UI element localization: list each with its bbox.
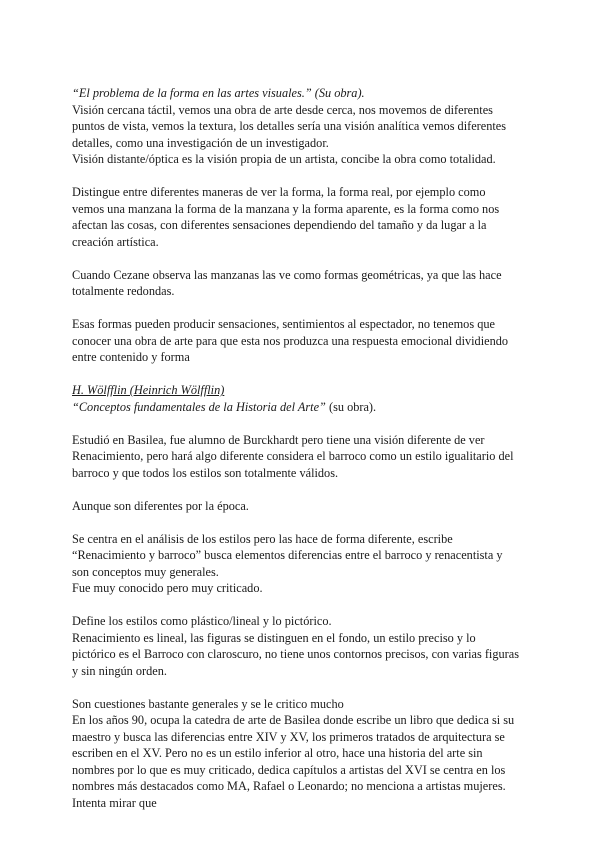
- section-heading-wolfflin: [72, 382, 520, 399]
- paragraph-cuestiones: Son cuestiones bastante generales y se le critico mucho: [72, 696, 344, 711]
- subheading-conceptos-suffix: (su obra).: [325, 399, 377, 414]
- subheading-conceptos: [72, 399, 520, 416]
- subheading-conceptos-title: “Conceptos fundamentales de la Historia del Arte”: [72, 399, 326, 414]
- paragraph-analisis-estilos: Se centra en el análisis de los estilos pero las hace de forma diferente, escribe “Renacimiento y barroco” busca elementos diferencias entre el barroco y renacentista y son conceptos muy generales.: [72, 531, 503, 579]
- paragraph-cezane: Cuando Cezane observa las manzanas las ve como formas geométricas, ya que las hace totalmente redondas.: [72, 267, 502, 298]
- paragraph-vision-cercana: Visión cercana táctil, vemos una obra de arte desde cerca, nos movemos de diferentes puntos de vista, vemos la textura, los detalles sería una visión analítica vemos diferentes detalles, como una investigación de un investigador.: [72, 102, 507, 150]
- paragraph-define-estilos: Define los estilos como plástico/lineal y lo pictórico.: [72, 614, 332, 628]
- paragraph-forma-real: Distingue entre diferentes maneras de ver la forma, la forma real, por ejemplo como vemos una manzana la forma de la manzana y la forma aparente, es la forma como nos afectan las cosas, con diferentes sensaciones dependiendo del tamaño y da lugar a la creación artística.: [72, 185, 500, 249]
- paragraph-vision-distante: Visión distante/óptica es la visión propia de un artista, concibe la obra como totalidad.: [72, 152, 496, 166]
- paragraph-sensaciones: Esas formas pueden producir sensaciones, sentimientos al espectador, no tenemos que conocer una obra de arte para que esta nos produzca una respuesta emocional dividiendo entre contenido y forma: [72, 317, 509, 364]
- paragraph-anos-90: En los años 90, ocupa la catedra de arte de Basilea donde escribe un libro que dedica si su maestro y busca las diferencias entre XIV y XV, los primeros tratados de arquitectura se escriben en el XV. Pero no es un estilo inferior al otro, hace una historia del arte sin nombres por lo que es muy criticado, dedica capítulos a artistas del XVI se centra en los nombres más destacados como MA, Rafael o Leonardo; no menciona a artistas mujeres. Intenta mirar que: [72, 713, 515, 810]
- section-heading-forma: [72, 85, 520, 102]
- paragraph-epoca: Aunque son diferentes por la época.: [72, 498, 249, 513]
- section-heading-forma-text: “El problema de la forma en las artes visuales.” (Su obra).: [72, 86, 365, 100]
- paragraph-basilea: Estudió en Basilea, fue alumno de Burckhardt pero tiene una visión diferente de ver Renacimiento, pero hará algo diferente considera el barroco como un estilo igualitario del barroco y que todos los estilos son totalmente válidos.: [72, 432, 514, 480]
- section-heading-wolfflin-text: H. Wölfflin (Heinrich Wölfflin): [72, 383, 225, 397]
- paragraph-criticado: Fue muy conocido pero muy criticado.: [72, 581, 263, 595]
- paragraph-renacimiento-lineal: Renacimiento es lineal, las figuras se distinguen en el fondo, un estilo preciso y lo pictórico es el Barroco con claroscuro, no tiene unos contornos precisos, con varias figuras y sin ningún orden.: [72, 630, 519, 678]
